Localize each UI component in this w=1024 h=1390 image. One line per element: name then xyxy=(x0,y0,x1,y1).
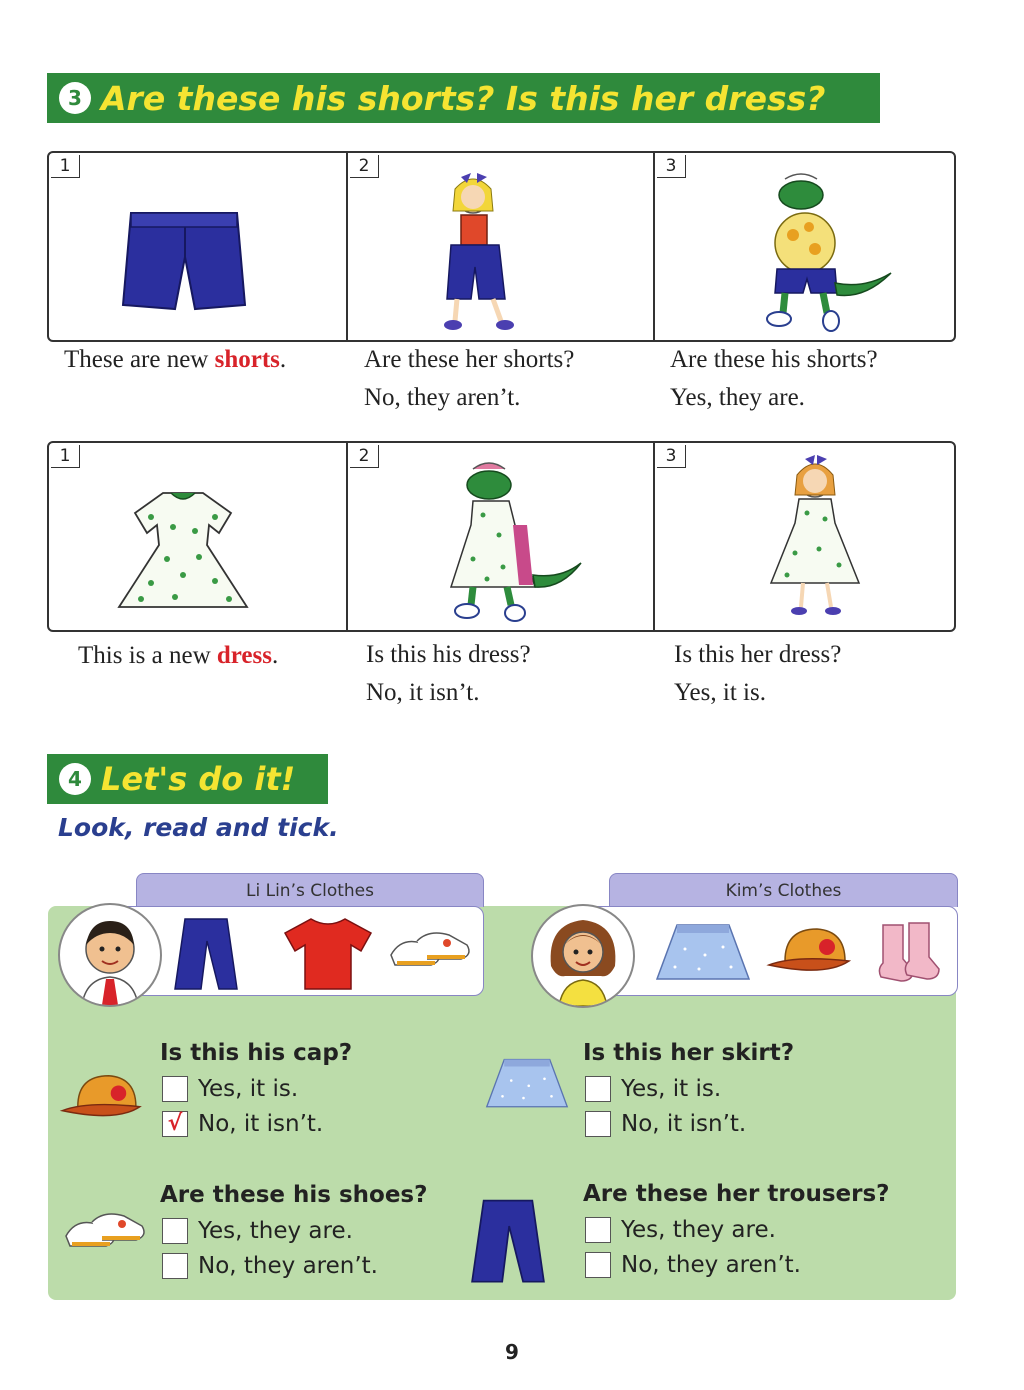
question: Is this his cap? xyxy=(160,1040,353,1066)
question-line: Is this her dress? xyxy=(674,641,842,668)
trousers-icon xyxy=(462,1196,554,1284)
answer-line: Yes, they are. xyxy=(670,384,805,411)
panel-number: 2 xyxy=(350,155,379,178)
shoes-icon xyxy=(62,1206,148,1262)
section-number: 4 xyxy=(59,763,91,795)
skirt-icon xyxy=(484,1056,570,1112)
tick-box[interactable] xyxy=(585,1252,611,1278)
tick-box[interactable] xyxy=(585,1217,611,1243)
section-title: Let's do it! xyxy=(101,760,296,798)
option-label: Yes, it is. xyxy=(621,1076,722,1102)
answer-option[interactable] xyxy=(162,1253,378,1279)
caption-text: . xyxy=(271,642,279,669)
answer-line: No, they aren’t. xyxy=(364,384,521,411)
dress-icon xyxy=(111,487,256,617)
girl-in-dress-icon xyxy=(765,453,865,625)
trousers-icon xyxy=(171,915,241,991)
li-lin-tab: Li Lin’s Clothes xyxy=(136,873,484,907)
panel-number: 3 xyxy=(657,155,686,178)
tick-box[interactable] xyxy=(162,1253,188,1279)
question-line: Are these her shorts? xyxy=(364,346,575,373)
girl-avatar-icon xyxy=(531,904,635,1008)
shorts-icon xyxy=(119,205,249,315)
panel xyxy=(653,443,954,630)
caption-text: These are new xyxy=(64,346,215,373)
option-label: No, they aren’t. xyxy=(198,1253,378,1279)
page-number: 9 xyxy=(505,1340,519,1364)
cap-icon xyxy=(58,1068,146,1130)
section-4-header xyxy=(47,754,328,804)
question: Are these her trousers? xyxy=(583,1181,890,1207)
caption xyxy=(64,341,286,379)
panel xyxy=(49,153,346,340)
panel xyxy=(49,443,346,630)
answer-line: No, it isn’t. xyxy=(366,679,480,706)
question-line: Is this his dress? xyxy=(366,641,531,668)
highlight-word: dress xyxy=(216,642,272,669)
answer-option[interactable] xyxy=(162,1218,353,1244)
skirt-icon xyxy=(655,921,751,985)
answer-option[interactable] xyxy=(585,1076,721,1102)
panel xyxy=(346,443,653,630)
section-number: 3 xyxy=(59,82,91,114)
t-shirt-icon xyxy=(283,915,373,991)
kim-clothes-strip xyxy=(582,906,958,996)
option-label: No, it isn’t. xyxy=(621,1111,747,1137)
panel xyxy=(346,153,653,340)
li-lin-clothes-strip xyxy=(106,906,484,996)
tick-box[interactable] xyxy=(162,1218,188,1244)
caption xyxy=(78,637,278,675)
panel xyxy=(653,153,954,340)
girl-in-shorts-icon xyxy=(433,171,543,336)
option-label: No, it isn’t. xyxy=(198,1111,324,1137)
kim-tab: Kim’s Clothes xyxy=(609,873,958,907)
option-label: No, they aren’t. xyxy=(621,1252,801,1278)
panel-number: 1 xyxy=(51,155,80,178)
highlight-word: shorts xyxy=(214,346,280,373)
answer-option[interactable] xyxy=(162,1076,298,1102)
question-line: Are these his shorts? xyxy=(670,346,878,373)
boy-avatar-icon xyxy=(58,903,162,1007)
question: Are these his shoes? xyxy=(160,1182,428,1208)
crocodile-in-dress-icon xyxy=(443,455,583,627)
option-label: Yes, they are. xyxy=(198,1218,353,1244)
cap-icon xyxy=(765,921,855,985)
caption-text: . xyxy=(279,346,287,373)
crocodile-in-shorts-icon xyxy=(755,165,895,335)
caption-text: This is a new xyxy=(78,642,217,669)
panel-number: 2 xyxy=(350,445,379,468)
panel-number: 3 xyxy=(657,445,686,468)
tick-box-checked[interactable]: √ xyxy=(162,1111,188,1137)
question: Is this her skirt? xyxy=(583,1040,795,1066)
answer-option[interactable] xyxy=(585,1217,776,1243)
section-title: Are these his shorts? Is this her dress? xyxy=(101,78,826,118)
answer-option[interactable] xyxy=(585,1252,801,1278)
shoes-icon xyxy=(387,925,473,981)
answer-option[interactable] xyxy=(162,1111,323,1137)
instruction: Look, read and tick. xyxy=(58,813,339,842)
option-label: Yes, it is. xyxy=(198,1076,299,1102)
answer-line: Yes, it is. xyxy=(674,679,766,706)
section-3-header xyxy=(47,73,880,123)
shorts-panel-row xyxy=(47,151,956,342)
panel-number: 1 xyxy=(51,445,80,468)
option-label: Yes, they are. xyxy=(621,1217,776,1243)
tick-box[interactable] xyxy=(162,1076,188,1102)
socks-icon xyxy=(873,919,943,989)
tick-box[interactable] xyxy=(585,1076,611,1102)
dress-panel-row xyxy=(47,441,956,632)
tick-box[interactable] xyxy=(585,1111,611,1137)
answer-option[interactable] xyxy=(585,1111,746,1137)
